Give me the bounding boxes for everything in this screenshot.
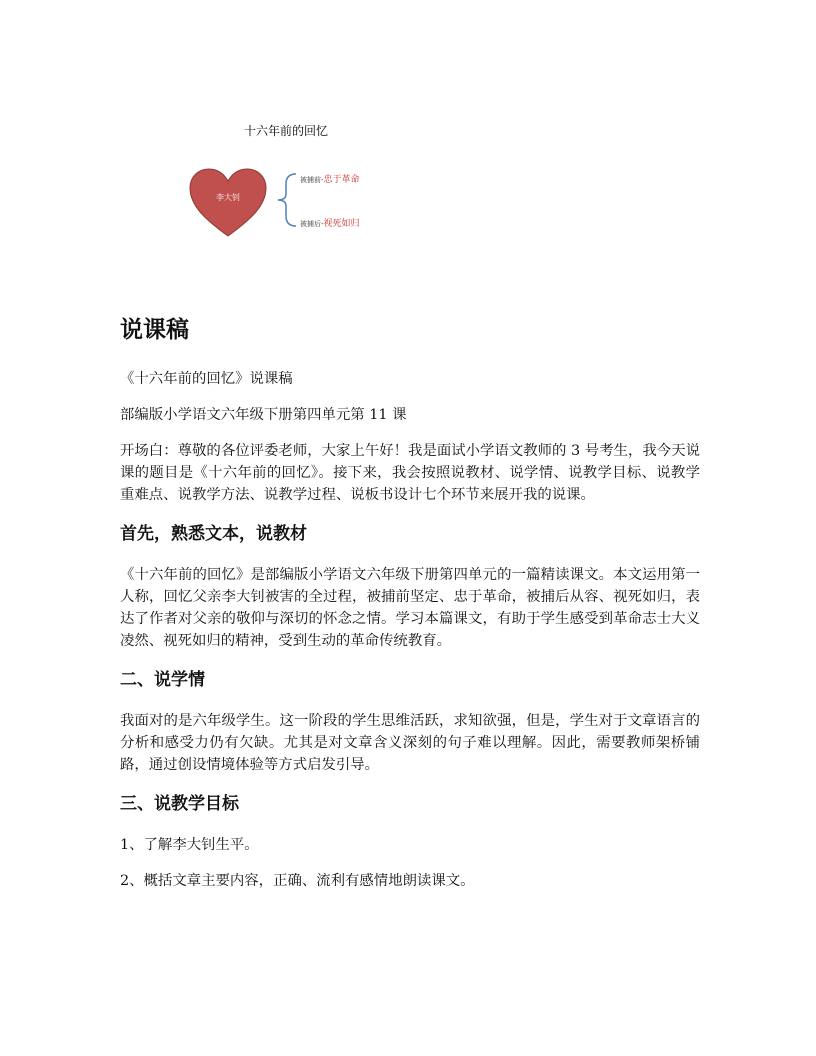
section-heading-students: 二、说学情	[120, 670, 205, 690]
branch-bottom-highlight: 视死如归	[323, 219, 360, 229]
section-paragraph-students: 我面对的是六年级学生。这一阶段的学生思维活跃，求知欲强，但是，学生对于文章语言的分析和感受力仍有欠缺。尤其是对文章含义深刻的句子难以理解。因此，需要教师架桥铺路，通过创设情境体验等方式启发引导。	[120, 713, 700, 773]
heart-shape	[188, 168, 268, 238]
branch-after-arrest	[300, 216, 360, 229]
branch-before-arrest	[300, 172, 360, 185]
diagram-title: 十六年前的回忆	[244, 124, 329, 138]
goal-item: 2、概括文章主要内容，正确、流利有感情地朗读课文。	[120, 873, 475, 889]
intro-opening: 开场白：尊敬的各位评委老师，大家上午好！我是面试小学语文教师的 3 号考生，我今天说课的题目是《十六年前的回忆》。接下来，我会按照说教材、说学情、说教学目标、说教学重难点、说教学方法、说教学过程、说板书设计七个环节来展开我的说课。	[120, 443, 700, 503]
intro-lesson-info: 部编版小学语文六年级下册第四单元第 11 课	[120, 407, 407, 423]
branch-top-highlight: 忠于革命	[323, 175, 360, 185]
document-body	[120, 314, 700, 906]
document-title: 说课稿	[120, 317, 189, 343]
heart-label: 李大钊	[216, 193, 240, 202]
section-heading-textbook: 首先，熟悉文本，说教材	[120, 524, 307, 544]
section-heading-goals: 三、说教学目标	[120, 794, 239, 814]
goal-item: 1、了解李大钊生平。	[120, 837, 259, 853]
brace-connector	[276, 172, 298, 228]
branch-top-prefix: 被捕前-	[300, 176, 324, 184]
branch-bottom-prefix: 被捕后-	[300, 220, 324, 228]
mind-map-diagram	[188, 118, 408, 248]
intro-subtitle: 《十六年前的回忆》说课稿	[120, 371, 293, 387]
section-paragraph-textbook: 《十六年前的回忆》是部编版小学语文六年级下册第四单元的一篇精读课文。本文运用第一人称，回忆父亲李大钊被害的全过程，被捕前坚定、忠于革命，被捕后从容、视死如归，表达了作者对父亲的敬仰与深切的怀念之情。学习本篇课文，有助于学生感受到革命志士大义凌然、视死如归的精神，受到生动的革命传统教育。	[120, 567, 700, 649]
